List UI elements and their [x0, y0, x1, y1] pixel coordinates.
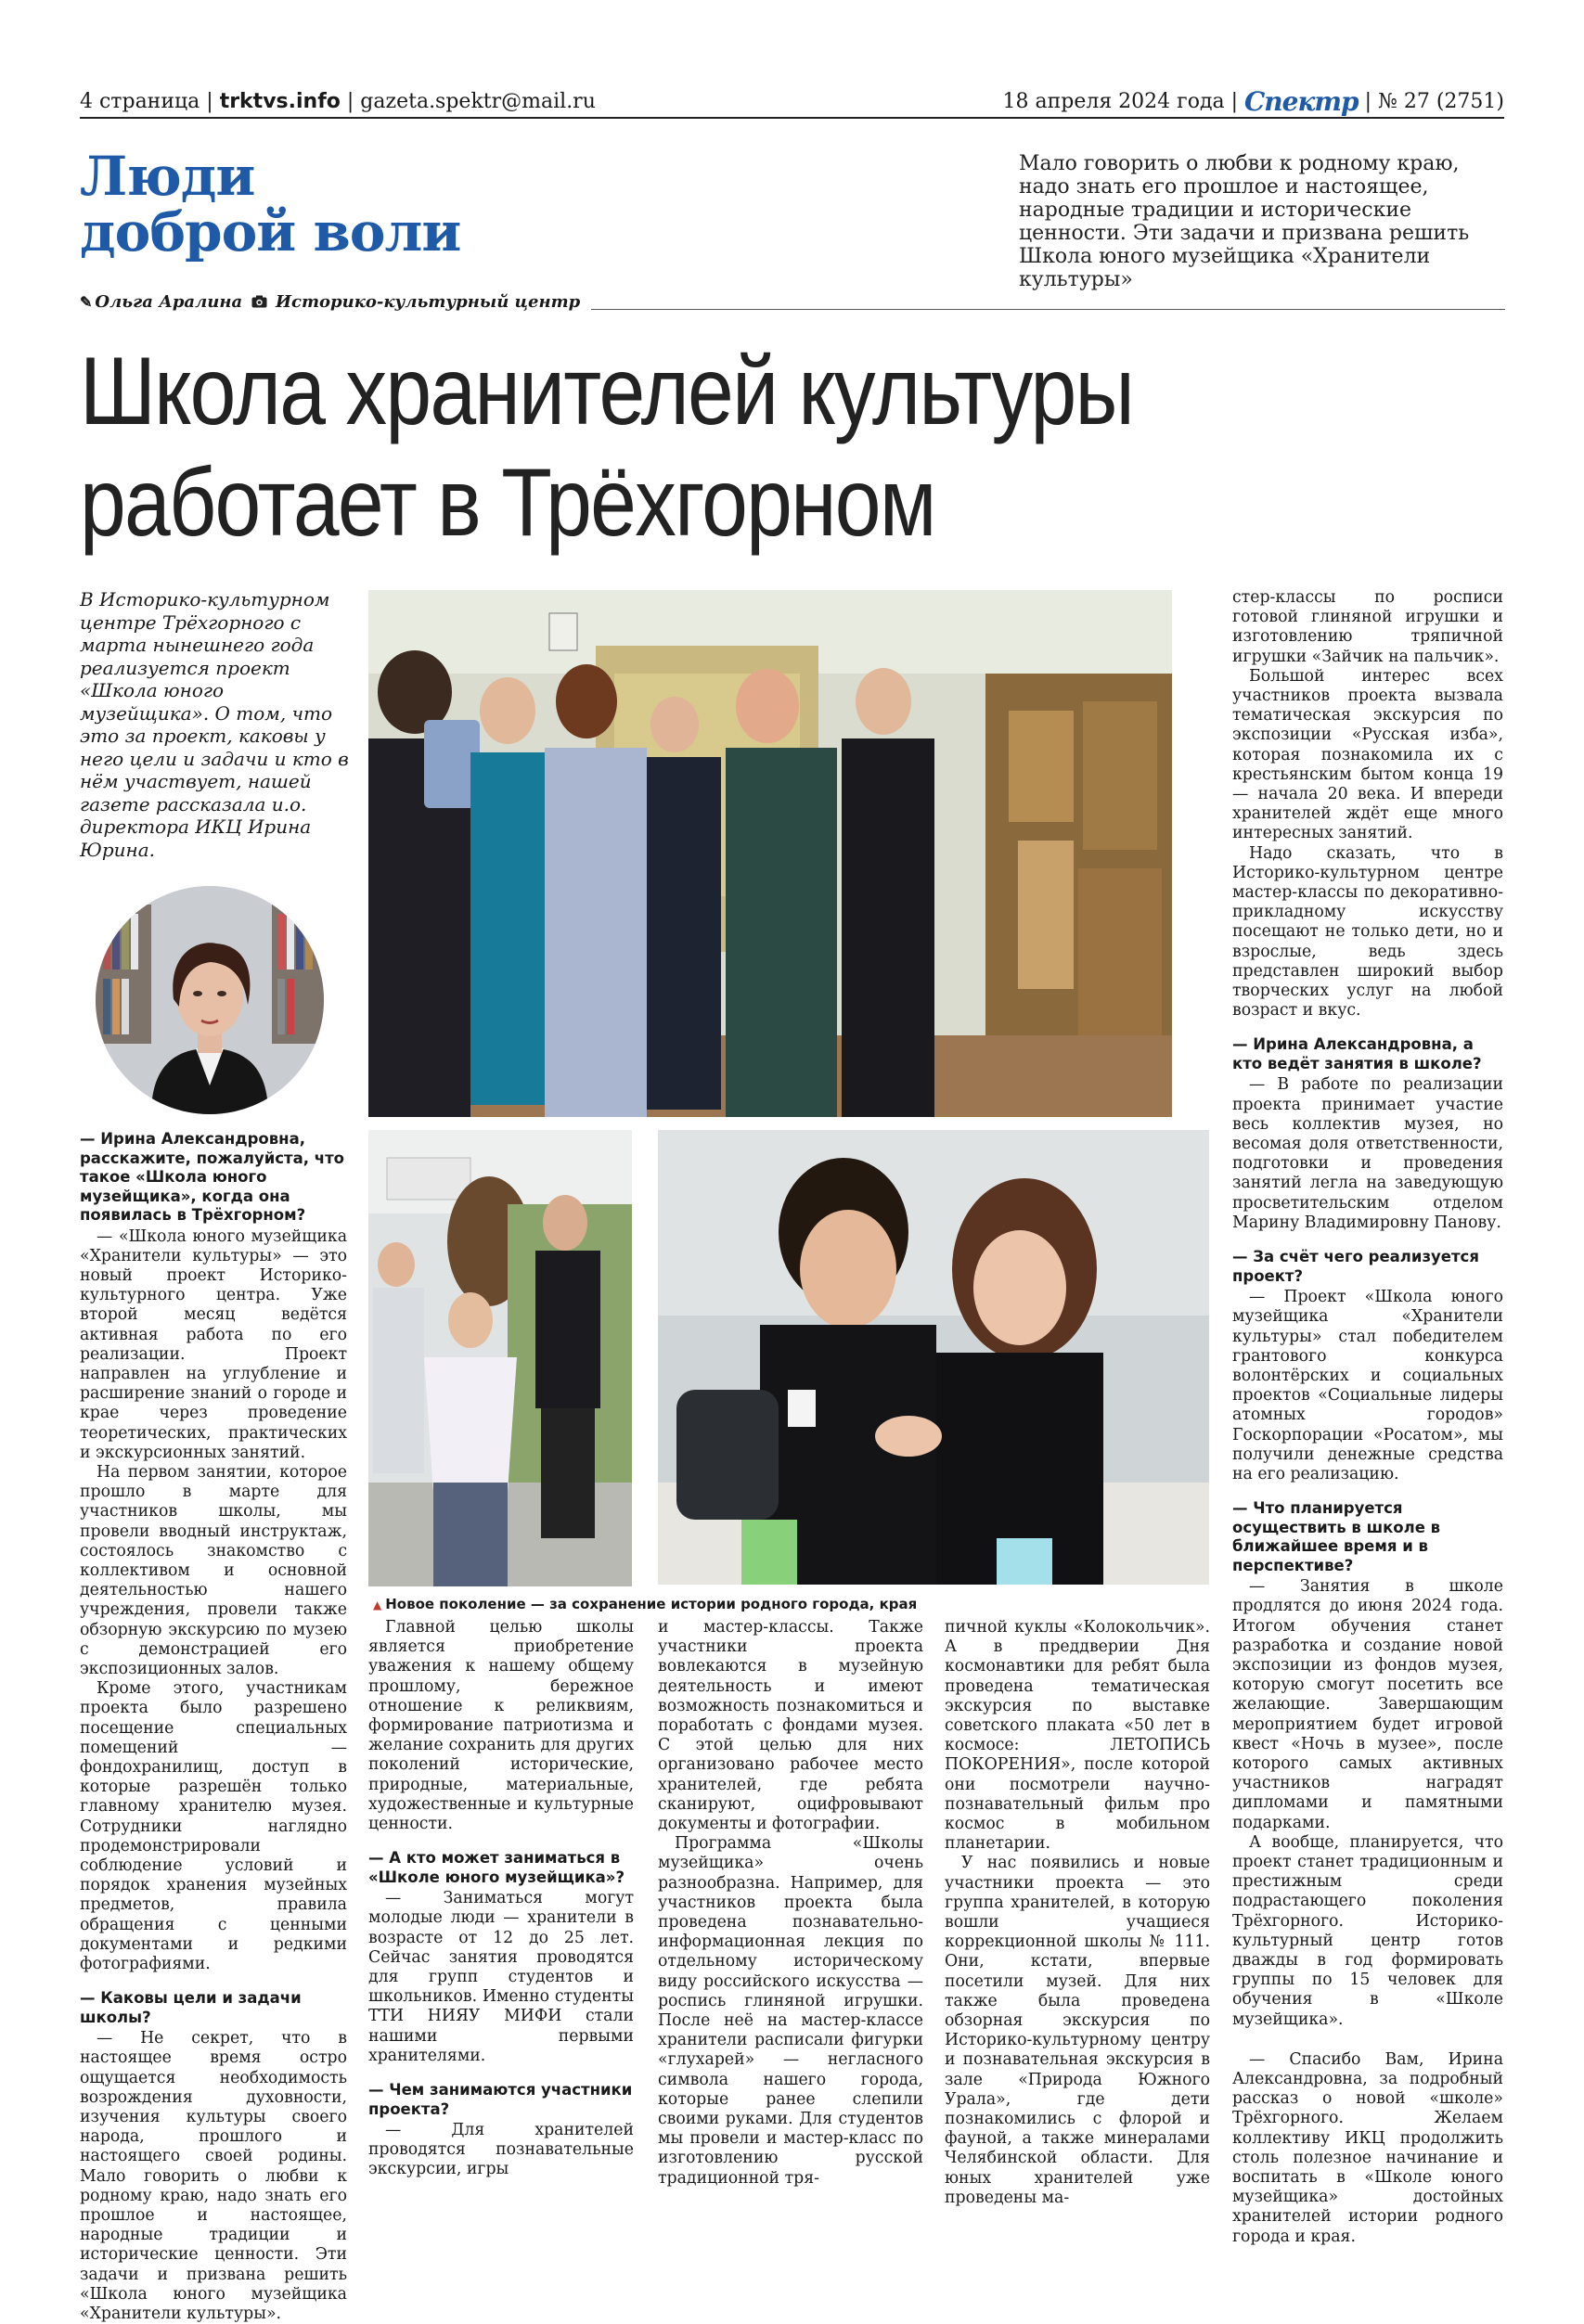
- headline-line-1: Школа хранителей культуры: [80, 338, 1134, 445]
- text-column-4: [945, 1618, 1210, 2208]
- main-photo: [368, 590, 1172, 1117]
- headline-line-2: работает в Трёхгорном: [80, 449, 935, 557]
- paragraph: У нас появились и новые участники проекта — это группа хранителей, в которую вошли учащиеся коррекционной школы № 111. Они, кстати, впервые посетили музей. Для них также была проведена обзорная экскурсия по Историко-культурному центру и познавательная экскурсия в зале «Природа Южного Урала», где дети познакомились с флорой и фауной, а также минералами Челябинской области. Для юных хранителей уже проведены ма-: [945, 1854, 1210, 2207]
- headline: [80, 336, 1308, 559]
- rubric-title: [80, 145, 599, 263]
- email-link[interactable]: gazeta.spektr@mail.ru: [360, 90, 596, 113]
- page-header: 4 страница | trktvs.info | gazeta.spektr@mail.ru 18 апреля 2024 года | Спектр | № 27 (2751): [80, 86, 1504, 117]
- paragraph: Главной целью школы является приобретение уважения к нашему общему прошлому, бережное отношение к реликвиям, формирование патриотизма и желание сохранить для других поколений исторические, природные, материальные, художественные и культурные ценности.: [368, 1618, 634, 1834]
- paragraph: — Не секрет, что в настоящее время остро ощущается необходимость возрождения духовности, изучения культуры своего народа, прошлого и настоящего своей родины. Мало говорить о любви к родному краю, надо знать его прошлое и настоящее, народные традиции и исторические ценности. Эти задачи и призвана решить «Школа юного музейщика «Хранители культуры».: [80, 2029, 347, 2324]
- text-column-2: [368, 1618, 634, 2180]
- camera-icon: [251, 293, 273, 311]
- byline-rule: [591, 309, 1505, 310]
- question: — А кто может заниматься в «Школе юного музейщика»?: [368, 1849, 625, 1886]
- paragraph: Кроме этого, участникам проекта было разрешено посещение специальных помещений — фондохранилищ, доступ в которые разрешён только главному хранителю музея. Сотрудники наглядно продемонстрировали соблюдение условий и порядок хранения музейных предметов, правила обращения с ценными документами и редкими фотографиями.: [80, 1679, 347, 1974]
- issue-date: 18 апреля 2024 года: [1002, 90, 1225, 113]
- paragraph: Программа «Школы музейщика» очень разнообразна. Например, для участников проекта была проведена познавательно-информационная лекция по отдельному историческому виду российского искусства — роспись глиняной игрушки. После неё на мастер-классе хранители расписали фигурки «глухарей» — негласного символа нашего города, которые ранее слепили своими руками. Для студентов мы провели и мастер-класс по изготовлению русской традиционной тря-: [658, 1834, 923, 2188]
- paragraph: — Проект «Школа юного музейщика «Хранители культуры» стал победителем грантового конкурса волонтёрских и социальных проектов «Социальные лидеры атомных городов» Госкорпорации «Росатом», мы получили денежные средства на его реализацию.: [1232, 1288, 1503, 1483]
- paragraph: стер-классы по росписи готовой глиняной игрушки и изготовлению тряпичной игрушки «Зайчик на пальчик».: [1232, 588, 1503, 666]
- paragraph: — Занятия в школе продлятся до июня 2024 года. Итогом обучения станет разработка и создание новой экспозиции из фондов музея, которую смогут посетить все желающие. Завершающим мероприятием будет игровой квест «Ночь в музее», после которого самых активных участников наградят дипломами и памятными подарками.: [1232, 1577, 1503, 1832]
- text-column-1: [80, 1130, 347, 2324]
- page-number: 4 страница: [80, 90, 200, 113]
- issue-number: № 27 (2751): [1378, 90, 1504, 113]
- text-column-3: [658, 1618, 923, 2189]
- newspaper-logo: Спектр: [1244, 86, 1359, 117]
- lead-text: Мало говорить о любви к родному краю, надо знать его прошлое и настоящее, народные традиции и исторические ценности. Эти задачи и призвана решить Школа юного музейщика «Хранители культуры»: [1019, 152, 1470, 291]
- photo-credit: Историко-культурный центр: [276, 292, 581, 312]
- question: — Каковы цели и задачи школы?: [80, 1989, 302, 2026]
- caption-text: Новое поколение — за сохранение истории родного города, края: [385, 1596, 918, 1612]
- photo-caption: [373, 1596, 917, 1612]
- byline: [80, 292, 580, 312]
- author-name: Ольга Аралина: [95, 292, 243, 312]
- rubric-line-2: доброй воли: [80, 200, 461, 263]
- paragraph: — Заниматься могут молодые люди — хранители в возрасте от 12 до 25 лет. Сейчас занятия проводятся для групп студентов и школьников. Именно студенты ТТИ НИЯУ МИФИ стали нашими первыми хранителями.: [368, 1889, 634, 2065]
- triangle-marker-icon: ▲: [373, 1599, 382, 1611]
- portrait-photo: [96, 886, 324, 1114]
- question: — Ирина Александровна, а кто ведёт занятия в школе?: [1232, 1035, 1482, 1072]
- paragraph: — В работе по реализации проекта принимает участие весь коллектив музея, но весомая доля ответственности, подготовки и проведения занятий легла на заведующую просветительским отделом Марину Владимировну Панову.: [1232, 1075, 1503, 1232]
- paragraph: Большой интерес всех участников проекта вызвала тематическая экскурсия по экспозиции «Русская изба», которая познакомила их с крестьянским бытом конца 19 — начала 20 века. И впереди хранителей ждёт еще много интересных занятий.: [1232, 666, 1503, 843]
- paragraph: На первом занятии, которое прошло в марте для участников школы, мы провели вводный инструктаж, состоялось знакомство с коллективом и основной деятельностью нашего учреждения, провели также обзорную экскурсию по музею с демонстрацией его экспозиционных залов.: [80, 1462, 347, 1678]
- children-photo: [368, 1130, 632, 1586]
- paragraph: — Спасибо Вам, Ирина Александровна, за подробный рассказ о новой «школе» Трёхгорного. Желаем коллективу ИКЦ продолжить столь полезное начинание и воспитать в «Школе юного музейщика» достойных хранителей истории родного города и края.: [1232, 2049, 1503, 2246]
- intro-text: В Историко-культурном центре Трёхгорного с марта нынешнего года реализуется проект «Школа юного музейщика». О том, что это за проект, каковы у него цели и задачи и кто в нём участвует, нашей газете рассказала и.о. директора ИКЦ Ирина Юрина.: [80, 588, 349, 861]
- question: — Что планируется осуществить в школе в ближайшее время и в перспективе?: [1232, 1499, 1441, 1574]
- question: — Чем занимаются участники проекта?: [368, 2081, 633, 2118]
- paragraph: А вообще, планируется, что проект станет традиционным и престижным среди подрастающего поколения Трёхгорного. Историко-культурный центр готов дважды в год формировать группы по 15 человек для обучения в «Школе музейщика».: [1232, 1832, 1503, 2029]
- site-link[interactable]: trktvs.info: [219, 90, 341, 113]
- rubric-line-1: Люди: [80, 145, 255, 208]
- paragraph: — Для хранителей проводятся познавательные экскурсии, игры: [368, 2121, 634, 2179]
- paragraph: Надо сказать, что в Историко-культурном центре мастер-классы по декоративно-прикладному искусству посещают не только дети, но и взрослые, ведь здесь представлен широкий выбор творческих услуг на любой возраст и вкус.: [1232, 843, 1503, 1021]
- text-column-5: [1232, 588, 1503, 2247]
- paragraph: и мастер-классы. Также участники проекта вовлекаются в музейную деятельность и имеют возможность познакомиться и поработать с фондами музея. С этой целью для них организовано рабочее место хранителей, где ребята сканируют, оцифровывают документы и фотографии.: [658, 1618, 923, 1834]
- paragraph: пичной куклы «Колокольчик». А в преддверии Дня космонавтики для ребят была проведена тематическая экскурсия по выставке советского плаката «50 лет в космосе: ЛЕТОПИСЬ ПОКОРЕНИЯ», после которой они посмотрели научно-познавательный фильм про космос в мобильном планетарии.: [945, 1618, 1210, 1854]
- question: — Ирина Александровна, расскажите, пожалуйста, что такое «Школа юного музейщика», когда она появилась в Трёхгорном?: [80, 1130, 344, 1224]
- painting-photo: [658, 1130, 1209, 1585]
- paragraph: — «Школа юного музейщика «Хранители культуры» — это новый проект Историко-культурного центра. Уже второй месяц ведётся активная работа по его реализации. Проект направлен на углубление и расширение знаний о городе и крае через проведение теоретических, практических и экскурсионных занятий.: [80, 1226, 347, 1462]
- pencil-icon: ✎: [80, 293, 93, 311]
- question: — За счёт чего реализуется проект?: [1232, 1248, 1479, 1285]
